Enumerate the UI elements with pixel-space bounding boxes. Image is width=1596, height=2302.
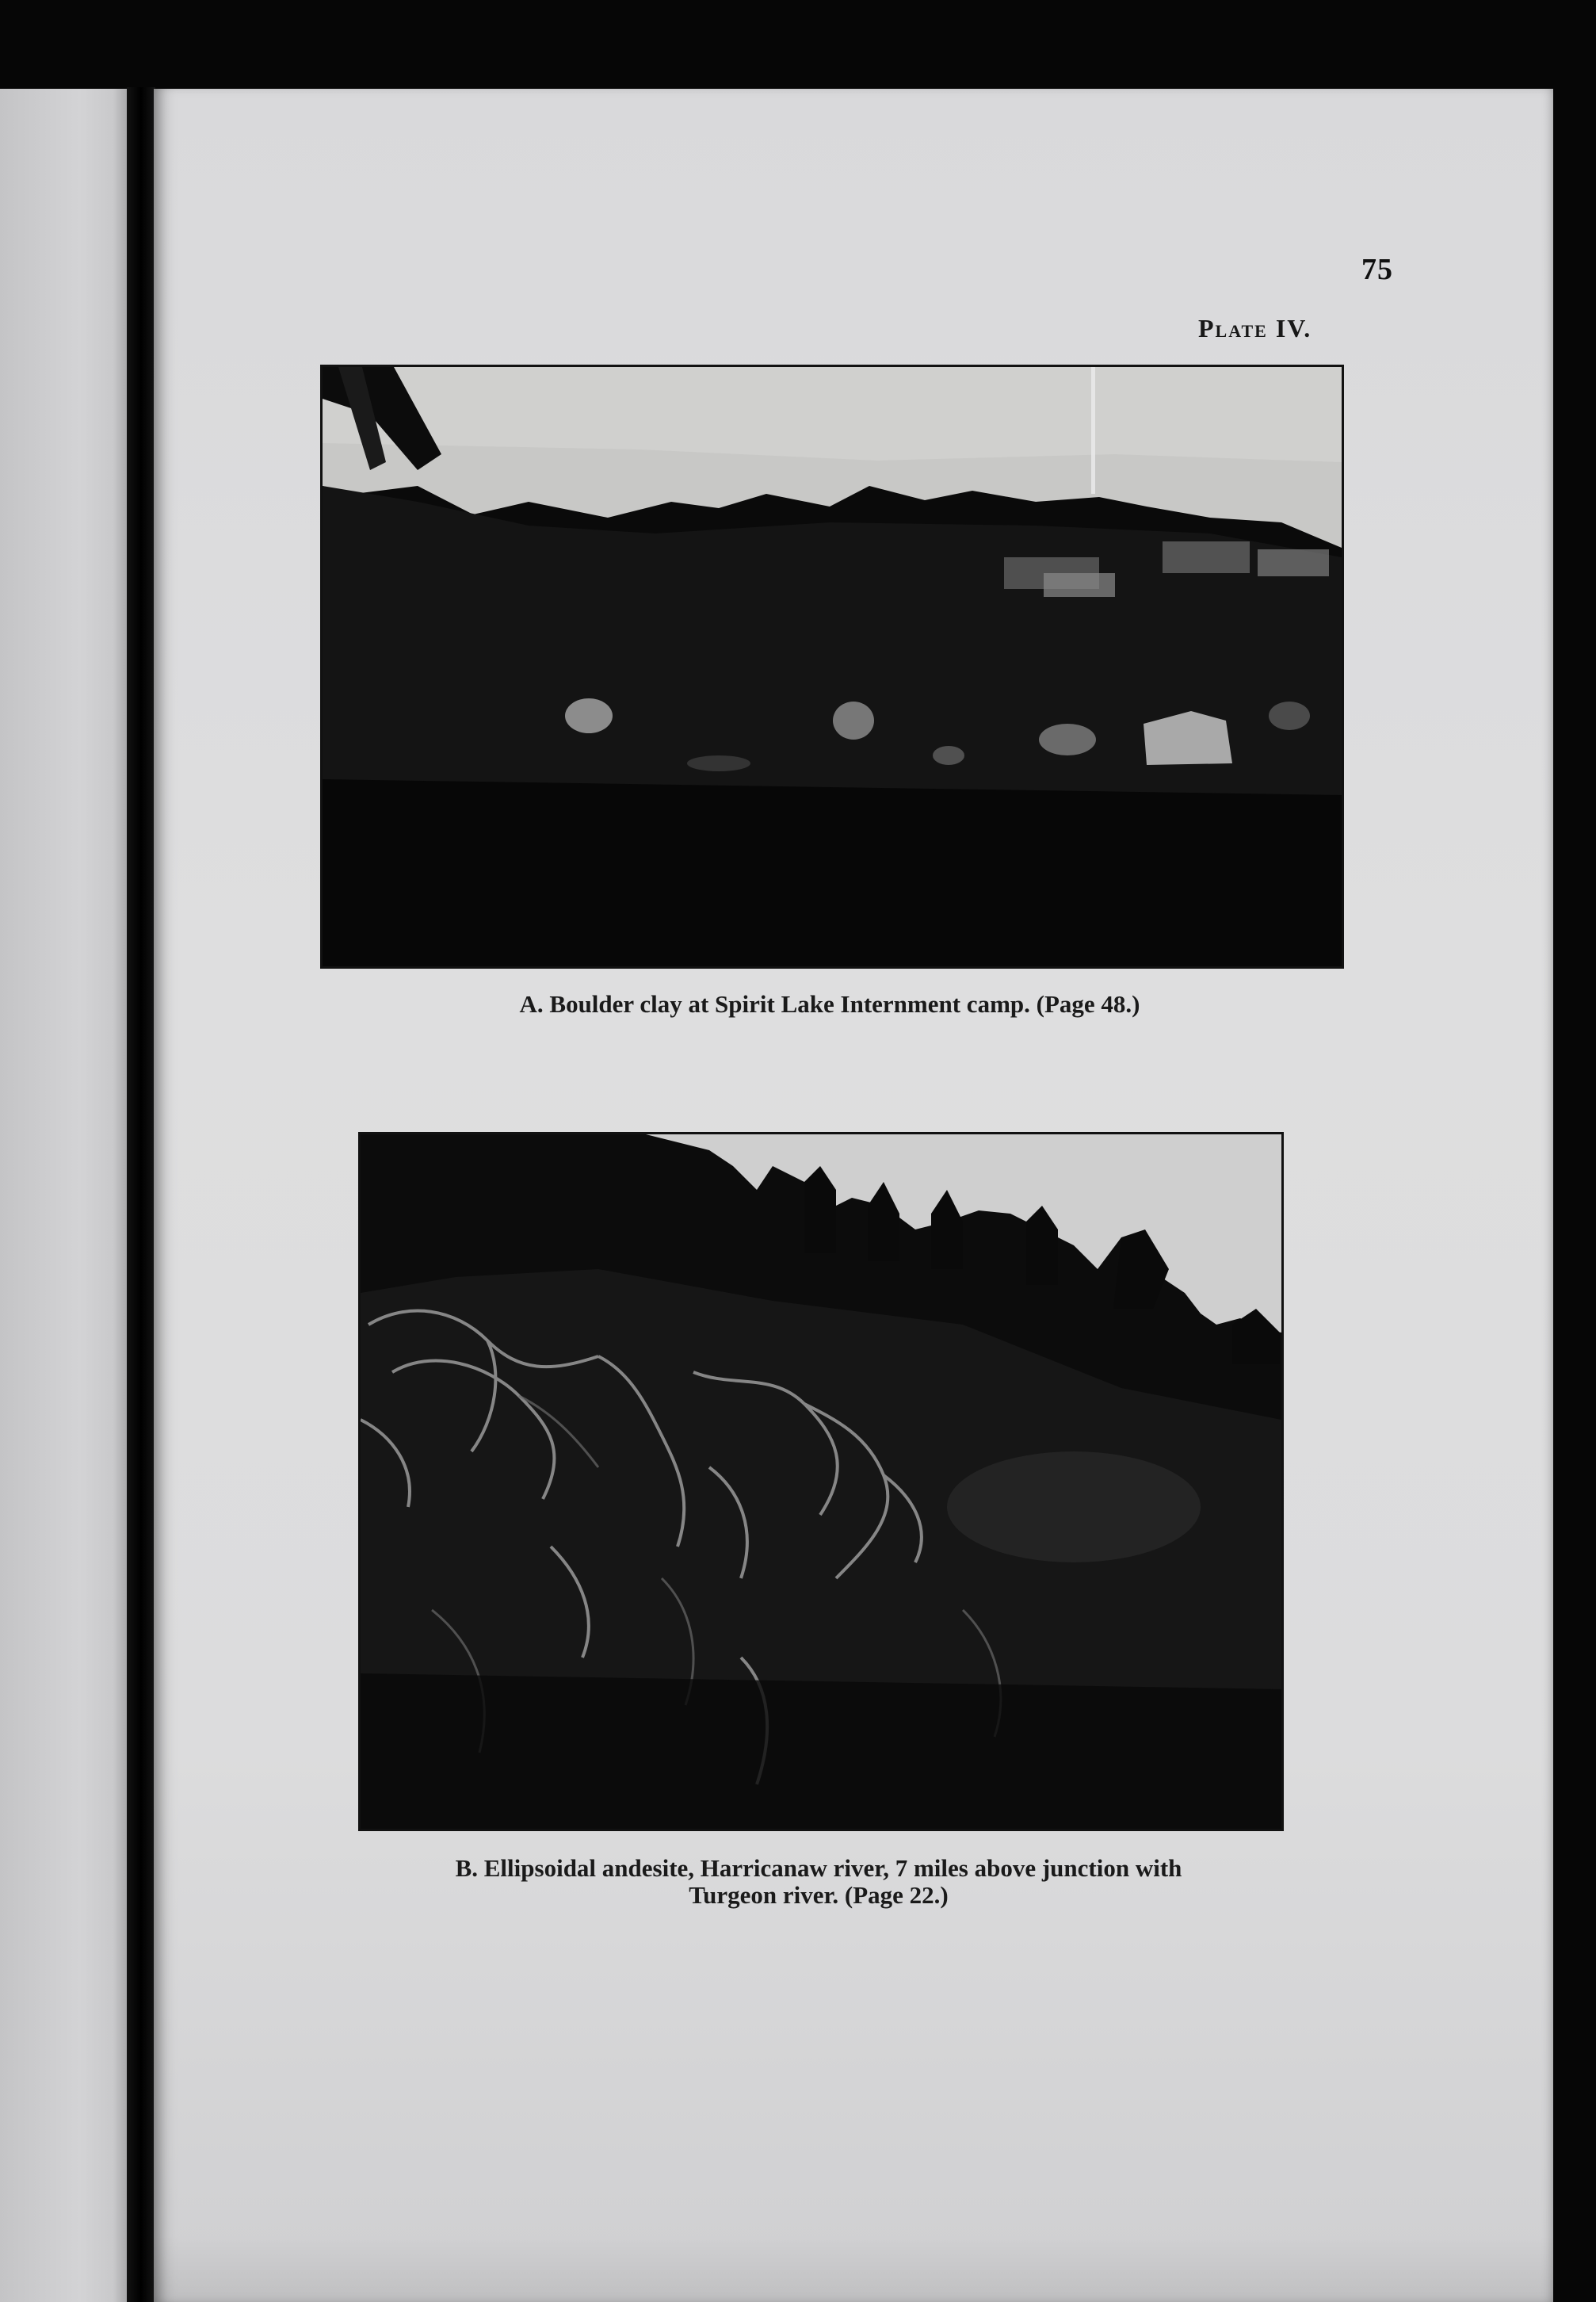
caption-a: A. Boulder clay at Spirit Lake Internment camp. (Page 48.) [519,990,1140,1018]
page-bottom-shade [154,2235,1553,2302]
photo-a-boulder-clay [320,365,1344,969]
photo-a-image [323,367,1342,966]
book-gutter [127,87,155,2302]
caption-b-line-1: B. Ellipsoidal andesite, Harricanaw river, 7 miles above junction with [455,1854,1182,1882]
caption-b [358,1855,1279,1909]
caption-b-line-2: Turgeon river. (Page 22.) [689,1881,949,1909]
photo-b-image [361,1134,1281,1829]
left-facing-page [0,89,133,2302]
photo-b-ellipsoidal-andesite [358,1132,1284,1831]
plate-label: Plate IV. [1198,314,1312,342]
page-number: 75 [1361,253,1393,286]
